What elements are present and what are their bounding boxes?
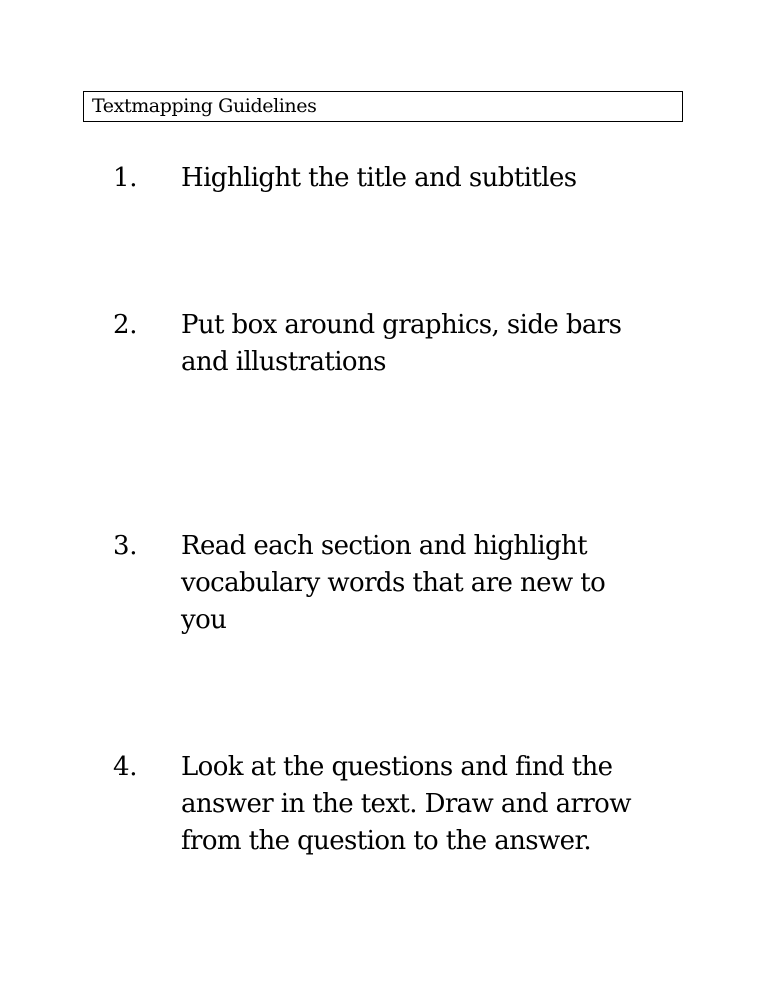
item-number: 2. (113, 310, 138, 340)
item-text-line: vocabulary words that are new to (181, 568, 606, 598)
item-text-line: Put box around graphics, side bars (181, 310, 622, 340)
page-title: Textmapping Guidelines (83, 91, 683, 122)
item-text-line: answer in the text. Draw and arrow (181, 789, 631, 819)
item-text-line: Look at the questions and find the (181, 752, 613, 782)
item-text (181, 528, 661, 639)
item-text (181, 749, 661, 860)
item-number: 1. (113, 163, 138, 193)
item-number: 3. (113, 531, 138, 561)
item-text-line: Highlight the title and subtitles (181, 163, 577, 193)
item-text-line: from the question to the answer. (181, 826, 592, 856)
item-text-line: you (181, 605, 227, 635)
item-text-line: Read each section and highlight (181, 531, 588, 561)
item-number: 4. (113, 752, 138, 782)
item-text (181, 307, 661, 381)
item-text-line: and illustrations (181, 347, 386, 377)
item-text (181, 160, 661, 197)
